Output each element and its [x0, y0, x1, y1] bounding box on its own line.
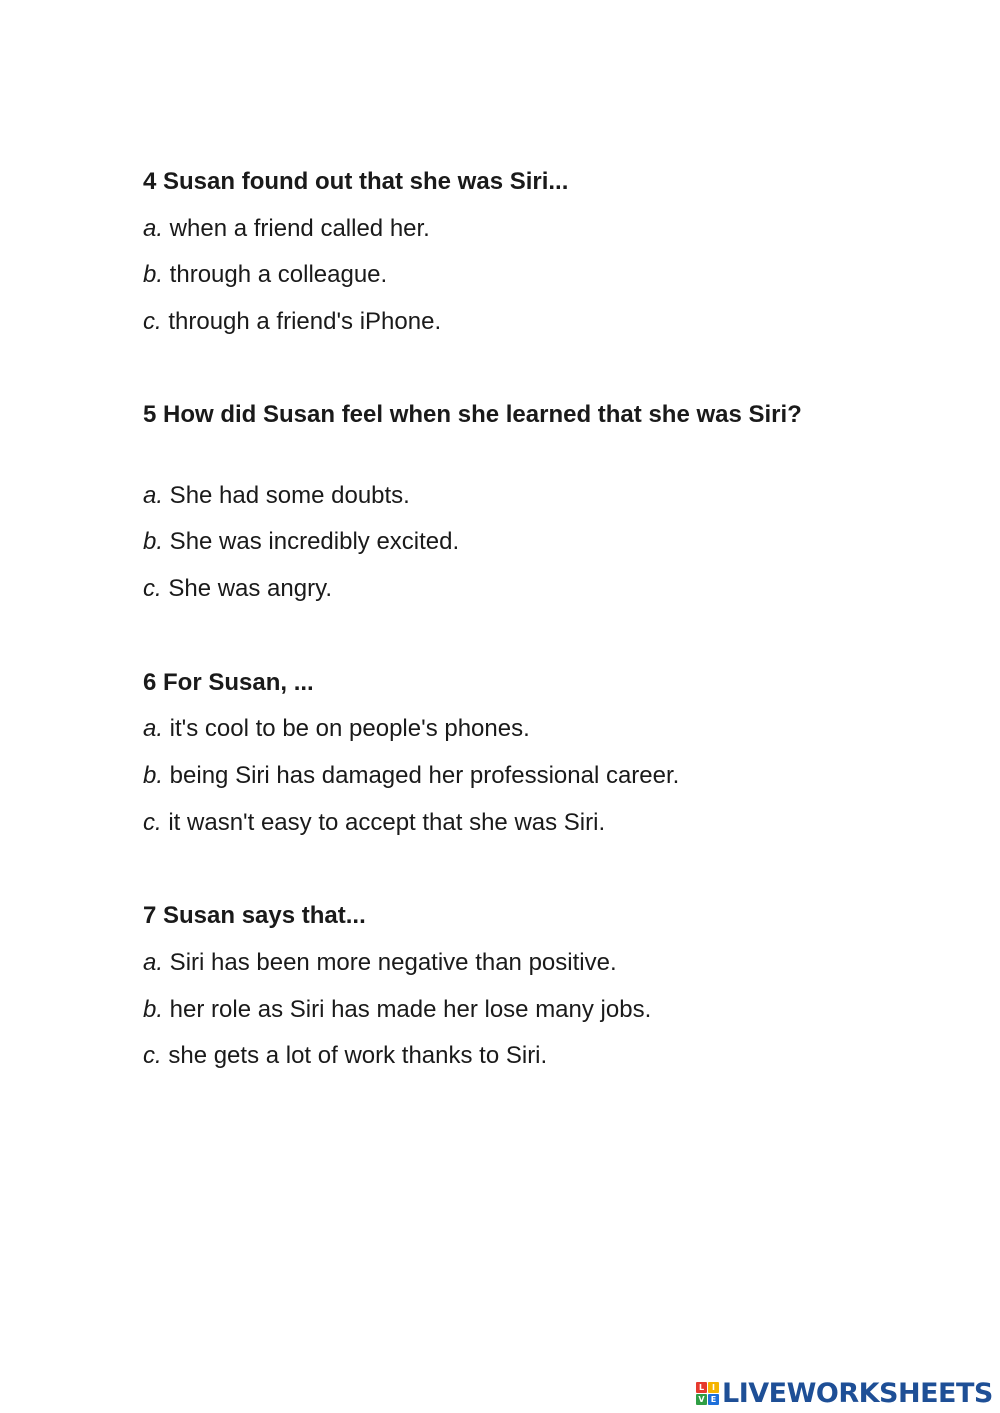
question-title: 5 How did Susan feel when she learned that she was Siri? [143, 401, 802, 428]
option-letter: b. [143, 762, 164, 789]
option-letter: c. [143, 575, 162, 602]
option-c[interactable] [143, 1043, 547, 1069]
option-letter: b. [143, 528, 164, 555]
option-a[interactable] [143, 216, 430, 242]
option-text: being Siri has damaged her professional career. [163, 762, 680, 789]
option-a[interactable] [143, 483, 410, 509]
option-text: through a friend's iPhone. [161, 308, 442, 335]
option-a[interactable] [143, 716, 530, 742]
question-7 [143, 899, 843, 1069]
option-text: when a friend called her. [163, 215, 430, 242]
logo-mark-letter-e: E [708, 1394, 719, 1405]
option-letter: a. [143, 215, 164, 242]
logo-mark-letter-v: V [696, 1394, 707, 1405]
logo-text: LIVEWORKSHEETS [722, 1377, 993, 1409]
logo-mark-icon [696, 1382, 719, 1405]
option-b[interactable] [143, 529, 459, 555]
question-5 [143, 398, 843, 602]
option-text: it wasn't easy to accept that she was Siri. [161, 809, 606, 836]
option-text: her role as Siri has made her lose many jobs. [163, 996, 652, 1023]
option-c[interactable] [143, 810, 605, 836]
question-6 [143, 666, 843, 836]
option-text: She had some doubts. [163, 482, 410, 509]
option-b[interactable] [143, 763, 679, 789]
question-4 [143, 165, 843, 335]
option-letter: a. [143, 715, 164, 742]
option-c[interactable] [143, 576, 332, 602]
option-letter: b. [143, 996, 164, 1023]
option-b[interactable] [143, 262, 387, 288]
option-letter: a. [143, 949, 164, 976]
option-c[interactable] [143, 309, 441, 335]
option-a[interactable] [143, 950, 617, 976]
logo-mark-letter-l: L [696, 1382, 707, 1393]
logo-mark-letter-i: I [708, 1382, 719, 1393]
option-letter: c. [143, 308, 162, 335]
option-b[interactable] [143, 997, 651, 1023]
option-letter: c. [143, 809, 162, 836]
option-text: She was incredibly excited. [163, 528, 460, 555]
option-letter: b. [143, 261, 164, 288]
liveworksheets-logo [696, 1376, 993, 1410]
question-title: 7 Susan says that... [143, 902, 366, 929]
option-text: she gets a lot of work thanks to Siri. [161, 1042, 548, 1069]
option-text: Siri has been more negative than positive. [163, 949, 617, 976]
option-text: through a colleague. [163, 261, 388, 288]
question-title: 4 Susan found out that she was Siri... [143, 168, 569, 195]
option-letter: a. [143, 482, 164, 509]
option-text: She was angry. [161, 575, 332, 602]
option-text: it's cool to be on people's phones. [163, 715, 530, 742]
question-title: 6 For Susan, ... [143, 669, 314, 696]
option-letter: c. [143, 1042, 162, 1069]
